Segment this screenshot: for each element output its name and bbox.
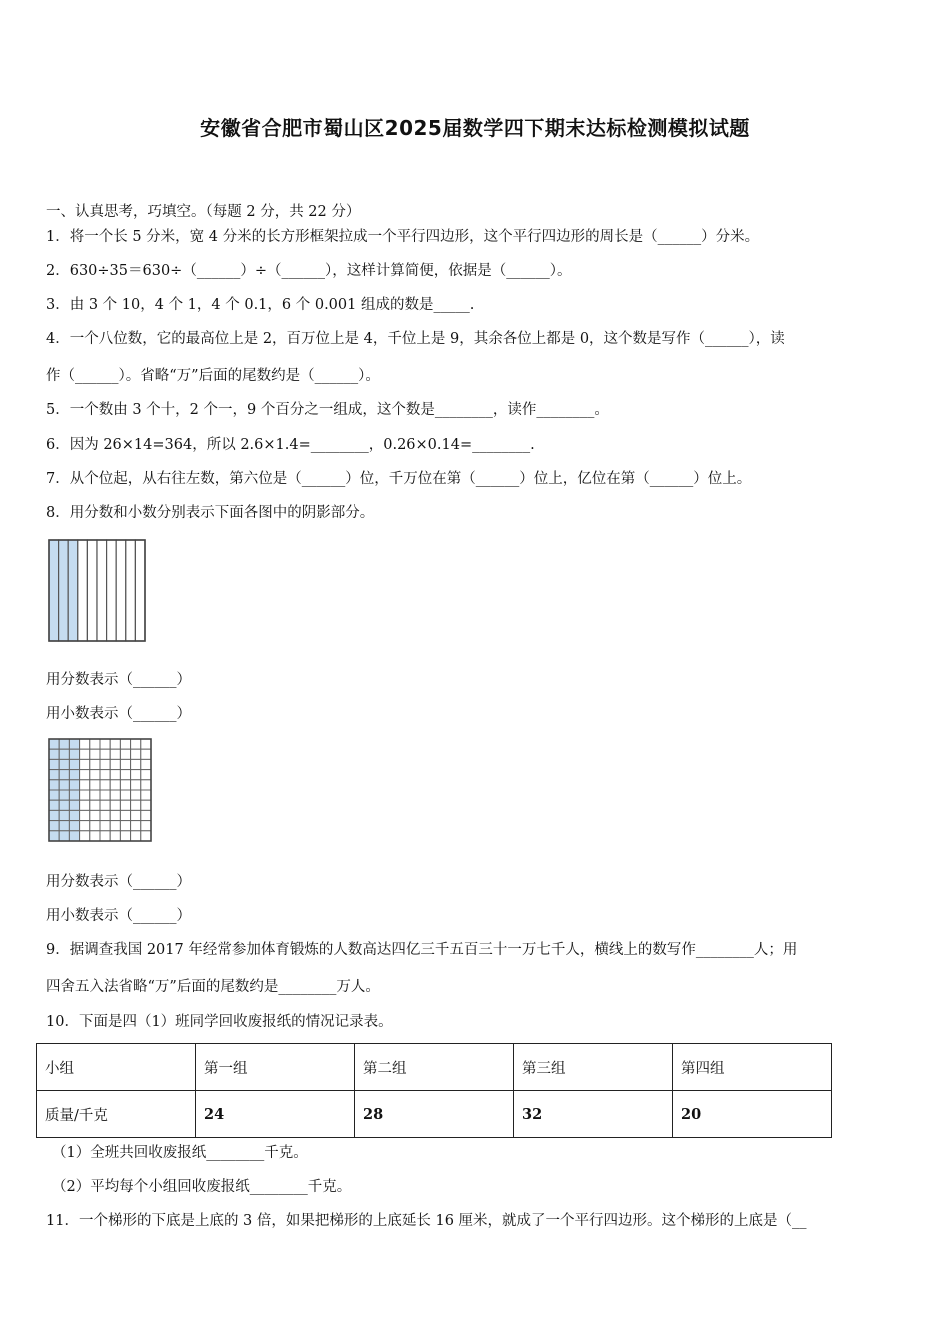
blank-strip xyxy=(78,540,88,641)
shaded-cell xyxy=(59,770,69,780)
shaded-strip xyxy=(59,540,69,641)
blank-cell xyxy=(110,759,120,769)
table-header-cell: 第三组 xyxy=(514,1044,673,1091)
question-4-line-1: 4．一个八位数，它的最高位上是 2，百万位上是 4，千位上是 9，其余各位上都是 0，这个数是写作（______），读 xyxy=(46,331,785,347)
blank-cell xyxy=(80,800,90,810)
shaded-cell xyxy=(59,810,69,820)
shaded-cell xyxy=(59,759,69,769)
shaded-cell xyxy=(49,821,59,831)
blank-cell xyxy=(90,821,100,831)
table-row xyxy=(37,1091,832,1138)
blank-cell xyxy=(110,780,120,790)
blank-cell xyxy=(131,790,141,800)
section-heading: 一、认真思考，巧填空。（每题 2 分，共 22 分） xyxy=(46,204,361,220)
blank-cell xyxy=(120,780,130,790)
blank-cell xyxy=(120,749,130,759)
blank-cell xyxy=(110,831,120,841)
blank-cell xyxy=(120,800,130,810)
shaded-cell xyxy=(59,790,69,800)
shaded-cell xyxy=(59,831,69,841)
shaded-strip xyxy=(68,540,78,641)
blank-cell xyxy=(90,800,100,810)
blank-cell xyxy=(100,739,110,749)
question-10-part-1: （1）全班共回收废报纸________千克。 xyxy=(52,1145,308,1161)
blank-cell xyxy=(90,790,100,800)
table-header-row xyxy=(37,1044,832,1091)
blank-cell xyxy=(110,749,120,759)
fig1-fraction-answer: 用分数表示（______） xyxy=(46,672,191,688)
blank-cell xyxy=(80,770,90,780)
blank-cell xyxy=(131,749,141,759)
question-2: 2．630÷35＝630÷（______）÷（______），这样计算简便，依据是（______）。 xyxy=(46,263,572,279)
blank-strip xyxy=(126,540,136,641)
shaded-cell xyxy=(69,739,79,749)
shaded-cell xyxy=(49,770,59,780)
blank-cell xyxy=(120,790,130,800)
blank-cell xyxy=(110,739,120,749)
shaded-cell xyxy=(69,810,79,820)
shaded-cell xyxy=(49,810,59,820)
fraction-figure-1 xyxy=(47,538,147,643)
question-1: 1．将一个长 5 分米，宽 4 分米的长方形框架拉成一个平行四边形，这个平行四边形的周长是（______）分米。 xyxy=(46,229,760,245)
question-10: 10．下面是四（1）班同学回收废报纸的情况记录表。 xyxy=(46,1014,393,1030)
blank-cell xyxy=(90,739,100,749)
blank-cell xyxy=(110,770,120,780)
blank-cell xyxy=(90,759,100,769)
blank-strip xyxy=(87,540,97,641)
blank-cell xyxy=(131,831,141,841)
blank-strip xyxy=(97,540,107,641)
question-9-line-1: 9．据调查我国 2017 年经常参加体育锻炼的人数高达四亿三千五百三十一万七千人，横线上的数写作________人；用 xyxy=(46,942,798,958)
shaded-cell xyxy=(69,749,79,759)
shaded-cell xyxy=(69,759,79,769)
shaded-cell xyxy=(69,780,79,790)
question-7: 7．从个位起，从右往左数，第六位是（______）位，千万位在第（______）位上，亿位在第（______）位上。 xyxy=(46,471,752,487)
blank-cell xyxy=(141,800,151,810)
question-8: 8．用分数和小数分别表示下面各图中的阴影部分。 xyxy=(46,505,375,521)
blank-cell xyxy=(120,810,130,820)
blank-cell xyxy=(110,800,120,810)
table-row-label: 质量/千克 xyxy=(37,1091,196,1138)
blank-cell xyxy=(131,759,141,769)
question-10-part-2: （2）平均每个小组回收废报纸________千克。 xyxy=(52,1179,352,1195)
shaded-cell xyxy=(59,739,69,749)
table-cell: 20 xyxy=(673,1091,832,1138)
blank-cell xyxy=(100,821,110,831)
blank-cell xyxy=(131,770,141,780)
blank-cell xyxy=(120,759,130,769)
blank-cell xyxy=(80,739,90,749)
blank-cell xyxy=(120,739,130,749)
shaded-cell xyxy=(69,821,79,831)
blank-cell xyxy=(141,810,151,820)
blank-cell xyxy=(100,780,110,790)
blank-cell xyxy=(100,759,110,769)
shaded-cell xyxy=(49,749,59,759)
blank-cell xyxy=(100,790,110,800)
blank-cell xyxy=(90,749,100,759)
record-table xyxy=(36,1043,832,1138)
shaded-cell xyxy=(49,739,59,749)
shaded-cell xyxy=(69,770,79,780)
shaded-strip xyxy=(49,540,59,641)
blank-cell xyxy=(120,831,130,841)
shaded-cell xyxy=(69,800,79,810)
blank-cell xyxy=(110,821,120,831)
blank-cell xyxy=(141,739,151,749)
blank-cell xyxy=(80,821,90,831)
blank-cell xyxy=(141,821,151,831)
question-3: 3．由 3 个 10，4 个 1，4 个 0.1，6 个 0.001 组成的数是_____. xyxy=(46,297,475,313)
blank-cell xyxy=(100,831,110,841)
table-cell: 32 xyxy=(514,1091,673,1138)
blank-cell xyxy=(131,800,141,810)
blank-cell xyxy=(141,780,151,790)
question-6: 6．因为 26×14=364，所以 2.6×1.4=________，0.26×0.14=________. xyxy=(46,437,535,453)
fig1-decimal-answer: 用小数表示（______） xyxy=(46,706,191,722)
blank-cell xyxy=(120,770,130,780)
shaded-cell xyxy=(49,759,59,769)
blank-cell xyxy=(100,800,110,810)
blank-cell xyxy=(141,759,151,769)
question-9-line-2: 四舍五入法省略“万”后面的尾数约是________万人。 xyxy=(46,979,380,995)
blank-cell xyxy=(141,770,151,780)
question-11: 11．一个梯形的下底是上底的 3 倍，如果把梯形的上底延长 16 厘米，就成了一个平行四边形。这个梯形的上底是（__ xyxy=(46,1213,807,1229)
question-5: 5．一个数由 3 个十，2 个一，9 个百分之一组成，这个数是________，读作________。 xyxy=(46,402,609,418)
blank-cell xyxy=(100,770,110,780)
blank-cell xyxy=(131,821,141,831)
blank-cell xyxy=(90,780,100,790)
fig2-fraction-answer: 用分数表示（______） xyxy=(46,874,191,890)
blank-cell xyxy=(80,749,90,759)
shaded-cell xyxy=(49,780,59,790)
shaded-cell xyxy=(49,790,59,800)
shaded-cell xyxy=(59,749,69,759)
blank-cell xyxy=(131,810,141,820)
page-title: 安徽省合肥市蜀山区2025届数学四下期末达标检测模拟试题 xyxy=(200,116,750,140)
blank-cell xyxy=(141,831,151,841)
blank-strip xyxy=(135,540,145,641)
blank-cell xyxy=(100,810,110,820)
blank-cell xyxy=(110,790,120,800)
table-header-cell: 第四组 xyxy=(673,1044,832,1091)
shaded-cell xyxy=(59,800,69,810)
blank-strip xyxy=(107,540,117,641)
shaded-cell xyxy=(49,800,59,810)
question-4-line-2: 作（______）。省略“万”后面的尾数约是（______）。 xyxy=(46,368,380,384)
blank-cell xyxy=(80,780,90,790)
shaded-cell xyxy=(69,790,79,800)
blank-cell xyxy=(90,770,100,780)
fraction-figure-2 xyxy=(47,737,153,843)
blank-cell xyxy=(131,780,141,790)
shaded-cell xyxy=(49,831,59,841)
blank-cell xyxy=(80,790,90,800)
blank-cell xyxy=(131,739,141,749)
shaded-cell xyxy=(59,780,69,790)
blank-cell xyxy=(110,810,120,820)
blank-cell xyxy=(80,810,90,820)
shaded-cell xyxy=(69,831,79,841)
table-cell: 28 xyxy=(355,1091,514,1138)
blank-cell xyxy=(120,821,130,831)
blank-cell xyxy=(80,759,90,769)
table-header-cell: 第二组 xyxy=(355,1044,514,1091)
blank-cell xyxy=(100,749,110,759)
table-cell: 24 xyxy=(196,1091,355,1138)
blank-cell xyxy=(141,749,151,759)
blank-cell xyxy=(90,810,100,820)
fig2-decimal-answer: 用小数表示（______） xyxy=(46,908,191,924)
table-header-cell: 小组 xyxy=(37,1044,196,1091)
blank-cell xyxy=(141,790,151,800)
shaded-cell xyxy=(59,821,69,831)
table-header-cell: 第一组 xyxy=(196,1044,355,1091)
blank-cell xyxy=(80,831,90,841)
blank-cell xyxy=(90,831,100,841)
blank-strip xyxy=(116,540,126,641)
